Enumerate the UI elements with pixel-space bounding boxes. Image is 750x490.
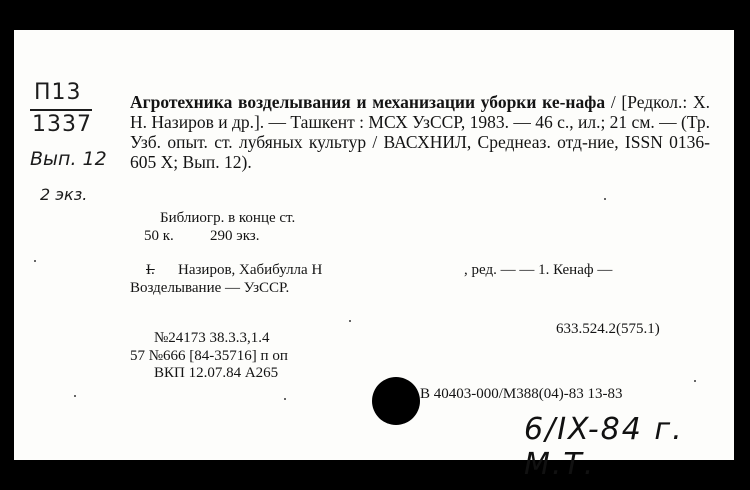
paper-speck [284,398,286,400]
shelf-code-underline [30,109,92,111]
entry-body: / [Редкол.: Х. Н. Назиров и др.]. — Ташкент : МСХ УзССР, 1983. — 46 с., ил.; 21 см. — (Тр. Узб. опыт. ст. лубяных культур / ВАСХНИЛ, Среднеаз. отд-ние, ISSN 0136-605 X; Вып. 12). [130,92,711,172]
paper-speck [74,395,76,397]
tracing-line-2: Возделывание — УзССР. [130,280,290,296]
call-number: 1337 [32,112,92,137]
udc-code: 633.524.2(575.1) [556,321,660,337]
volume-note: Вып. 12 [30,148,107,170]
bibliographic-entry [130,92,710,172]
order-number: №24173 38.3.3,1.4 [154,330,270,346]
copies-note: 2 экз. [40,185,88,204]
price: 50 к. [144,228,174,244]
paper-speck [604,198,606,200]
paper-speck [349,320,351,322]
punch-hole [372,377,420,425]
print-run: 290 экз. [210,228,260,244]
tracing-name: Назиров, Хабибулла Н [178,262,323,278]
paper-speck [34,260,36,262]
bibliography-note: Библиогр. в конце ст. [160,210,296,226]
entry-title: Агротехника возделывания и механизации уборки ке-нафа [130,92,606,112]
catalog-card [14,30,734,482]
handwritten-signature: 6/IX-84 г. М.Т. [524,412,684,482]
tracing-subject: , ред. — — 1. Кенаф — [464,262,613,278]
print-line: 57 №666 [84-35716] п оп [130,348,288,364]
shelf-code: П13 [34,80,82,105]
catalog-code: В 40403-000/М388(04)-83 13-83 [420,386,623,402]
tracing-marker: I. [146,262,155,278]
vkp-line: ВКП 12.07.84 А265 [154,365,279,381]
paper-speck [694,380,696,382]
